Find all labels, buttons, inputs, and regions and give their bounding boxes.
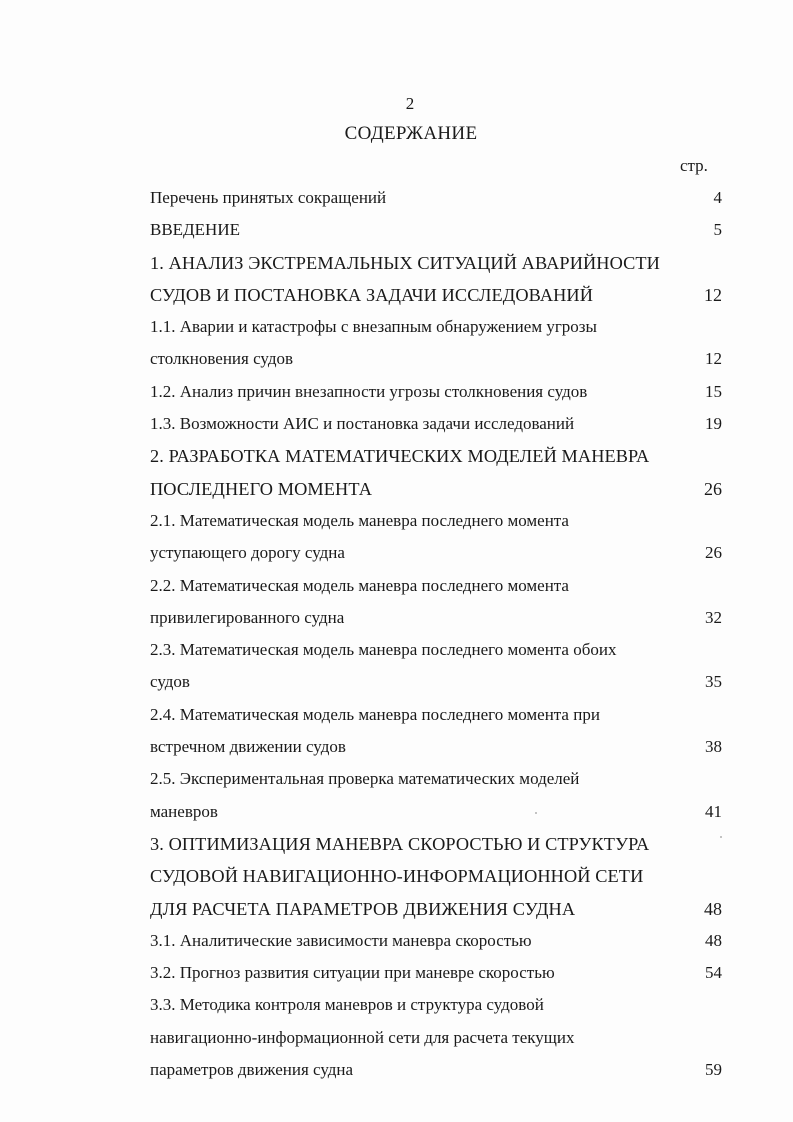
toc-entry-page: 4 xyxy=(713,188,722,207)
toc-entry-page: 12 xyxy=(704,284,722,305)
toc-entry-page: 26 xyxy=(704,478,722,499)
toc-entry-title-line: встречном движении судов xyxy=(150,737,346,757)
toc-entry xyxy=(150,311,730,376)
toc-entry xyxy=(150,957,730,989)
toc-entry-page: 19 xyxy=(705,414,722,434)
toc-entry-title-line: Перечень принятых сокращений xyxy=(150,188,387,207)
toc-entry xyxy=(150,214,730,246)
toc-entry xyxy=(150,570,730,635)
toc-entry-title-line: 1.1. Аварии и катастрофы с внезапным обнаружением угрозы xyxy=(150,317,597,337)
toc-entry xyxy=(150,763,730,828)
toc-entry-title-line: СУДОВ И ПОСТАНОВКА ЗАДАЧИ ИССЛЕДОВАНИЙ xyxy=(150,284,594,305)
toc-entry-page: 15 xyxy=(705,381,722,401)
toc-entry xyxy=(150,634,730,699)
toc-entry-page: 59 xyxy=(705,1060,722,1080)
toc-entry-title-line: маневров xyxy=(150,801,218,821)
toc-entry xyxy=(150,699,730,764)
toc-entry-page: 48 xyxy=(705,930,722,950)
toc-entry xyxy=(150,925,730,957)
toc-entry-title-line: 3.2. Прогноз развития ситуации при маневре скоростью xyxy=(150,963,555,983)
toc-chapter-entry xyxy=(150,828,730,925)
toc-entry-title-line: 1. АНАЛИЗ ЭКСТРЕМАЛЬНЫХ СИТУАЦИЙ АВАРИЙНОСТИ xyxy=(150,252,660,273)
toc-entry-page: 41 xyxy=(705,801,722,821)
toc-entry-title-line: 2.5. Экспериментальная проверка математических моделей xyxy=(150,769,580,789)
toc-entry-title-line: 3.3. Методика контроля маневров и структура судовой xyxy=(150,995,544,1015)
toc-entry xyxy=(150,376,730,408)
toc-entry-title-line: 2.4. Математическая модель маневра последнего момента при xyxy=(150,704,600,724)
toc-heading: СОДЕРЖАНИЕ xyxy=(344,123,478,144)
toc-entry-title-line: параметров движения судна xyxy=(150,1060,354,1080)
pages-column-label: стр. xyxy=(680,156,708,175)
toc-entry-title-line: уступающего дорогу судна xyxy=(150,543,345,563)
toc-entry-page: 35 xyxy=(705,672,722,692)
scan-speck xyxy=(535,812,537,814)
toc-entry-title-line: 2.1. Математическая модель маневра последнего момента xyxy=(150,510,569,530)
toc-entry xyxy=(150,408,730,440)
toc-entry-title-line: судов xyxy=(150,672,190,692)
toc-entry-title-line: ДЛЯ РАСЧЕТА ПАРАМЕТРОВ ДВИЖЕНИЯ СУДНА xyxy=(150,898,576,919)
toc-entry-title-line: 1.3. Возможности АИС и постановка задачи исследований xyxy=(150,414,575,434)
toc-entry-title-line: навигационно-информационной сети для расчета текущих xyxy=(150,1027,575,1047)
page-number: 2 xyxy=(405,94,415,113)
toc-entry xyxy=(150,989,730,1086)
toc-entry xyxy=(150,505,730,570)
toc-entry-title-line: 3.1. Аналитические зависимости маневра скоростью xyxy=(150,930,532,950)
toc-entry-title-line: привилегированного судна xyxy=(150,607,345,627)
toc-entry-title-line: 2. РАЗРАБОТКА МАТЕМАТИЧЕСКИХ МОДЕЛЕЙ МАНЕВРА xyxy=(150,446,650,467)
toc-chapter-entry xyxy=(150,440,730,505)
toc-entry-page: 32 xyxy=(705,607,722,627)
toc-entry-page: 38 xyxy=(705,737,722,757)
toc-entry-page: 5 xyxy=(713,220,722,240)
toc-entry-page: 26 xyxy=(705,543,722,563)
toc-entry-title-line: ВВЕДЕНИЕ xyxy=(150,220,240,240)
toc-entry-page: 12 xyxy=(705,349,722,369)
toc-entry-page: 54 xyxy=(705,963,722,983)
toc-entry-title-line: СУДОВОЙ НАВИГАЦИОННО-ИНФОРМАЦИОННОЙ СЕТИ xyxy=(150,866,644,887)
toc-entry-title-line: 1.2. Анализ причин внезапности угрозы столкновения судов xyxy=(150,381,588,401)
toc-entry-page: 48 xyxy=(704,898,722,919)
scan-speck xyxy=(720,836,722,838)
toc-entry-title-line: 3. ОПТИМИЗАЦИЯ МАНЕВРА СКОРОСТЬЮ И СТРУКТУРА xyxy=(150,833,650,854)
table-of-contents xyxy=(150,182,730,1086)
toc-entry-title-line: ПОСЛЕДНЕГО МОМЕНТА xyxy=(150,478,372,499)
toc-entry-title-line: 2.3. Математическая модель маневра последнего момента обоих xyxy=(150,640,617,660)
toc-entry-title-line: 2.2. Математическая модель маневра последнего момента xyxy=(150,575,569,595)
toc-chapter-entry xyxy=(150,247,730,312)
toc-entry xyxy=(150,182,730,214)
toc-entry-title-line: столкновения судов xyxy=(150,349,294,369)
